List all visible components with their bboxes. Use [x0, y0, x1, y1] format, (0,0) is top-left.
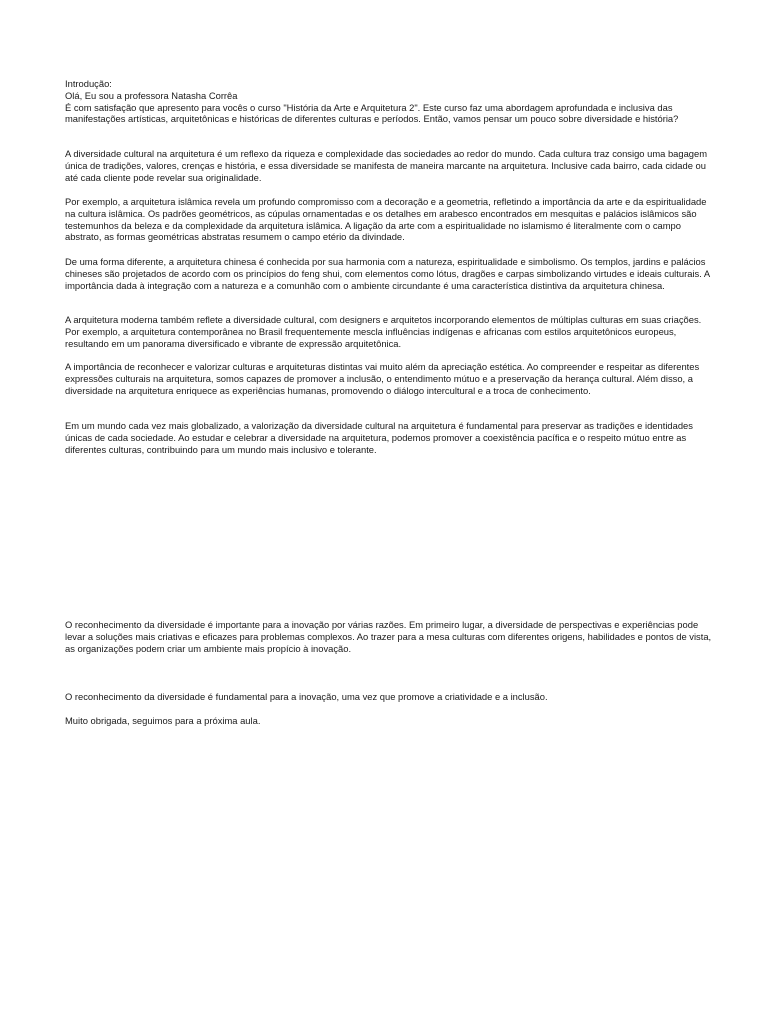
- paragraph-text: Por exemplo, a arquitetura islâmica revela um profundo compromisso com a decoração e a geometria, refletindo a importância da arte e da espiritualidade na cultura islâmica. Os padrões geométricos, as cúpulas ornamentadas e os detalhes em arabesco encontrados em mesquitas e palácios islâmicos são testemunhos da beleza e da complexidade da arquitetura islâmica. A ligação da arte com a espiritualidade no islamismo é literalmente com o campo abstrato, as formas geométricas abstratas resumem o campo etério da divindade.: [65, 196, 707, 243]
- intro-greeting: Olá, Eu sou a professora Natasha Corrêa: [65, 89, 238, 101]
- paragraph-cultural-diversity: [65, 148, 715, 183]
- paragraph-text: O reconhecimento da diversidade é fundamental para a inovação, uma vez que promove a criatividade e a inclusão.: [65, 691, 548, 702]
- paragraph-globalized-world: [65, 420, 715, 455]
- paragraph-modern-architecture: [65, 314, 715, 349]
- paragraph-text: Muito obrigada, seguimos para a próxima aula.: [65, 715, 261, 726]
- paragraph-innovation: [65, 619, 715, 654]
- paragraph-text: De uma forma diferente, a arquitetura chinesa é conhecida por sua harmonia com a natureza, espiritualidade e simbolismo. Os templos, jardins e palácios chineses são projetados de acordo com os princípios do feng shui, com elementos como lótus, dragões e carpas simbolizando virtudes e ideais culturais. A importância dada à integração com a natureza e a comunhão com o ambiente circundante é uma característica distintiva da arquitetura chinesa.: [65, 256, 710, 291]
- closing-note: [65, 715, 715, 727]
- paragraph-text: Em um mundo cada vez mais globalizado, a valorização da diversidade cultural na arquitetura é fundamental para preservar as tradições e identidades únicas de cada sociedade. Ao estudar e celebrar a diversidade na arquitetura, podemos promover a coexistência pacífica e o respeito mútuo entre as diferentes culturas, contribuindo para um mundo mais inclusivo e tolerante.: [65, 420, 693, 455]
- intro-section: [65, 78, 715, 125]
- paragraph-chinese-architecture: [65, 256, 715, 291]
- paragraph-text: A diversidade cultural na arquitetura é um reflexo da riqueza e complexidade das sociedades ao redor do mundo. Cada cultura traz consigo uma bagagem única de tradições, valores, crenças e história, e essa diversidade se manifesta de maneira marcante na arquitetura. Inclusive cada bairro, cada cidade ou até cada cliente pode revelar sua originalidade.: [65, 148, 708, 183]
- intro-text: É com satisfação que apresento para vocês o curso "História da Arte e Arquitetura 2". Este curso faz uma abordagem aprofundada e inclusiva das manifestações artísticas, arquitetônicas e históricas de diferentes culturas e períodos. Então, vamos pensar um pouco sobre diversidade e história?: [65, 101, 679, 125]
- paragraph-islamic-architecture: [65, 196, 715, 243]
- paragraph-text: O reconhecimento da diversidade é importante para a inovação por várias razões. Em primeiro lugar, a diversidade de perspectivas e experiências pode levar a soluções mais criativas e eficazes para problemas complexos. Ao trazer para a mesa culturas com diferentes origens, habilidades e pontos de vista, as organizações podem criar um ambiente mais propício à inovação.: [65, 619, 712, 654]
- paragraph-text: A arquitetura moderna também reflete a diversidade cultural, com designers e arquitetos incorporando elementos de múltiplas culturas em suas criações. Por exemplo, a arquitetura contemporânea no Brasil frequentemente mescla influências indígenas e africanas com estilos arquitetônicos europeus, resultando em um panorama diversificado e vibrante de expressão arquitetônica.: [65, 314, 702, 349]
- paragraph-recognizing-cultures: [65, 361, 715, 396]
- paragraph-text: A importância de reconhecer e valorizar culturas e arquiteturas distintas vai muito além da apreciação estética. Ao compreender e respeitar as diferentes expressões culturais na arquitetura, somos capazes de promover a inclusão, o entendimento mútuo e a preservação da herança cultural. Além disso, a diversidade na arquitetura enriquece as experiências humanas, promovendo o diálogo intercultural e a troca de conhecimento.: [65, 361, 700, 396]
- paragraph-innovation-summary: [65, 691, 715, 703]
- intro-heading: Introdução:: [65, 78, 112, 89]
